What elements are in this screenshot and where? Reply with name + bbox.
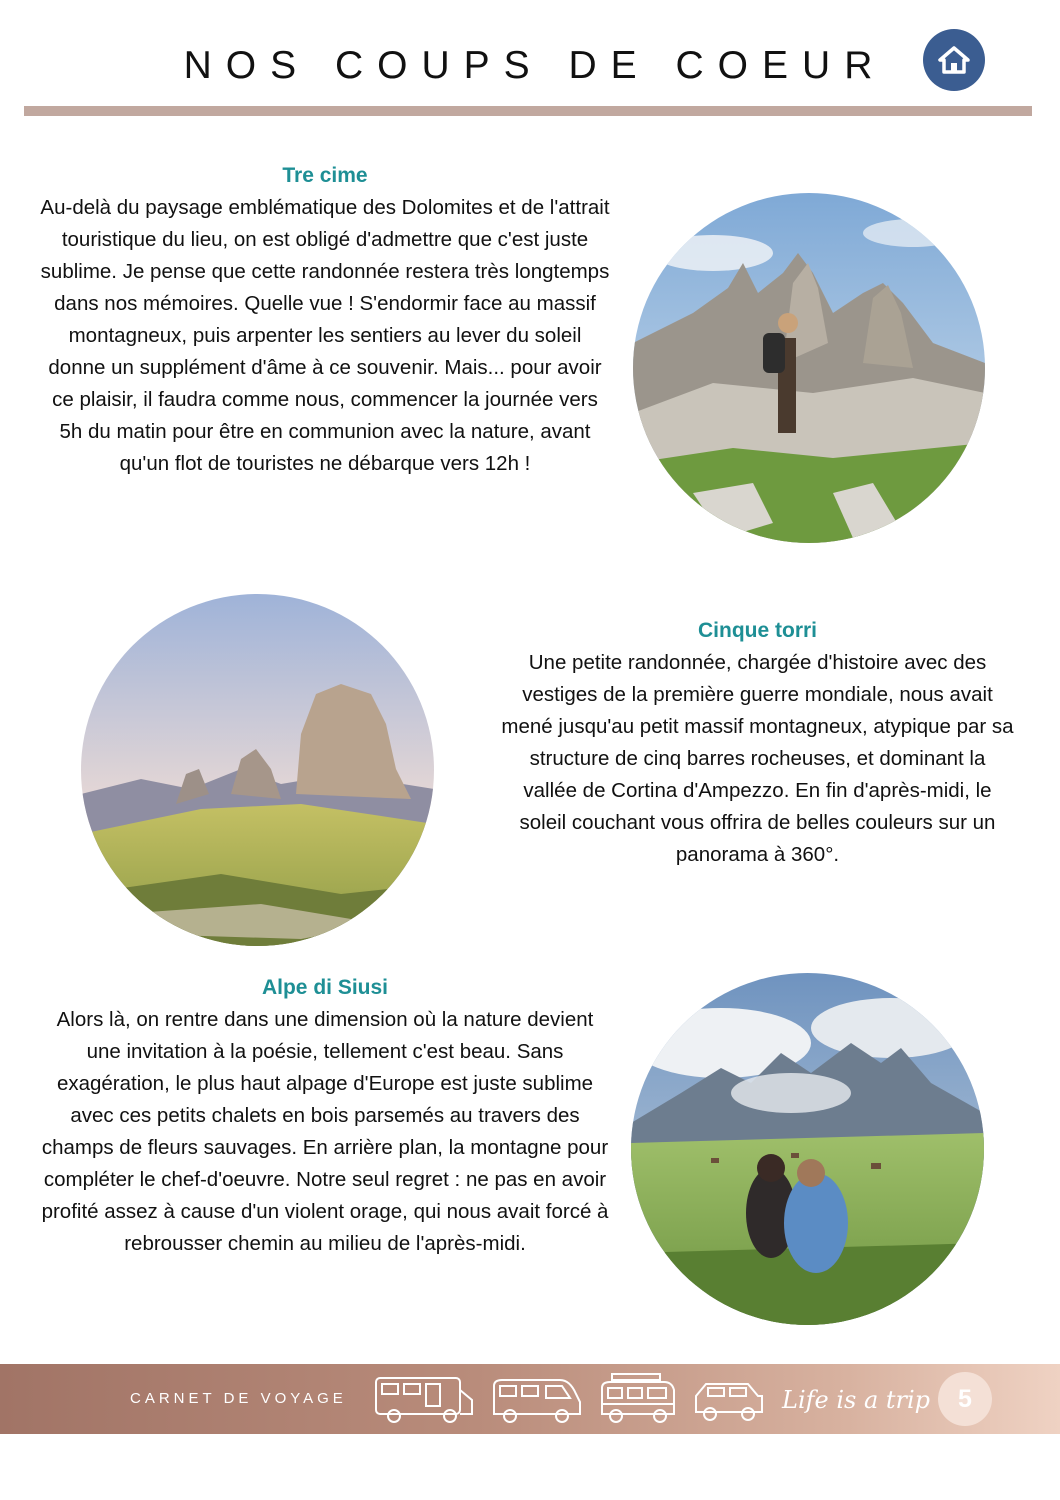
footer-bar xyxy=(0,1364,1060,1434)
page-number: 5 xyxy=(938,1372,992,1426)
section-text: Une petite randonnée, chargée d'histoire avec des vestiges de la première guerre mondiale, nous avait mené jusqu'au petit massif montagneux, atypique par sa structure de cinq barres rocheuses, et dominant la vallée de Cortina d'Ampezzo. En fin d'après-midi, le soleil couchant vous offrira de belles couleurs sur un panorama à 360°. xyxy=(501,651,1014,866)
title-divider xyxy=(24,106,1032,116)
car-icon xyxy=(692,1372,766,1426)
footer-label: CARNET DE VOYAGE xyxy=(130,1390,347,1407)
section-title: Cinque torri xyxy=(698,619,817,642)
section-alpe-di-siusi xyxy=(40,972,610,1260)
footer-tagline: Life is a trip xyxy=(782,1386,931,1414)
home-button[interactable] xyxy=(923,29,985,91)
section-text: Alors là, on rentre dans une dimension où la nature devient une invitation à la poésie, tellement c'est beau. Sans exagération, le plus haut alpage d'Europe est juste sublime avec ces petits chalets en bois parsemés au travers des champs de fleurs sauvages. En arrière plan, la montagne pour compléter le chef-d'oeuvre. Notre seul regret : ne pas en avoir profité assez à cause d'un violent orage, qui nous avait forcé à rebrousser chemin au milieu de l'après-midi. xyxy=(41,1008,609,1255)
section-tre-cime xyxy=(40,160,610,480)
section-title: Tre cime xyxy=(282,164,368,187)
alpe-di-siusi-photo xyxy=(631,973,984,1325)
section-title: Alpe di Siusi xyxy=(261,976,389,999)
page-title: NOS COUPS DE COEUR xyxy=(183,44,887,87)
van-icon xyxy=(490,1372,584,1426)
section-cinque-torri xyxy=(500,615,1015,871)
cinque-torri-photo xyxy=(81,594,434,946)
tre-cime-photo xyxy=(633,193,985,543)
section-text: Au-delà du paysage emblématique des Dolomites et de l'attrait touristique du lieu, on est obligé d'admettre que c'est juste sublime. Je pense que cette randonnée restera très longtemps dans nos mémoires. Quelle vue ! S'endormir face au massif montagneux, puis arpenter les sentiers au lever du soleil donne un supplément d'âme à ce souvenir. Mais... pour avoir ce plaisir, il faudra comme nous, commencer la journée vers 5h du matin pour être en communion avec la nature, avant qu'un flot de touristes ne débarque vers 12h ! xyxy=(40,196,610,475)
home-icon xyxy=(937,45,971,75)
motorhome-icon xyxy=(374,1372,476,1426)
camper-van-icon xyxy=(598,1372,678,1426)
